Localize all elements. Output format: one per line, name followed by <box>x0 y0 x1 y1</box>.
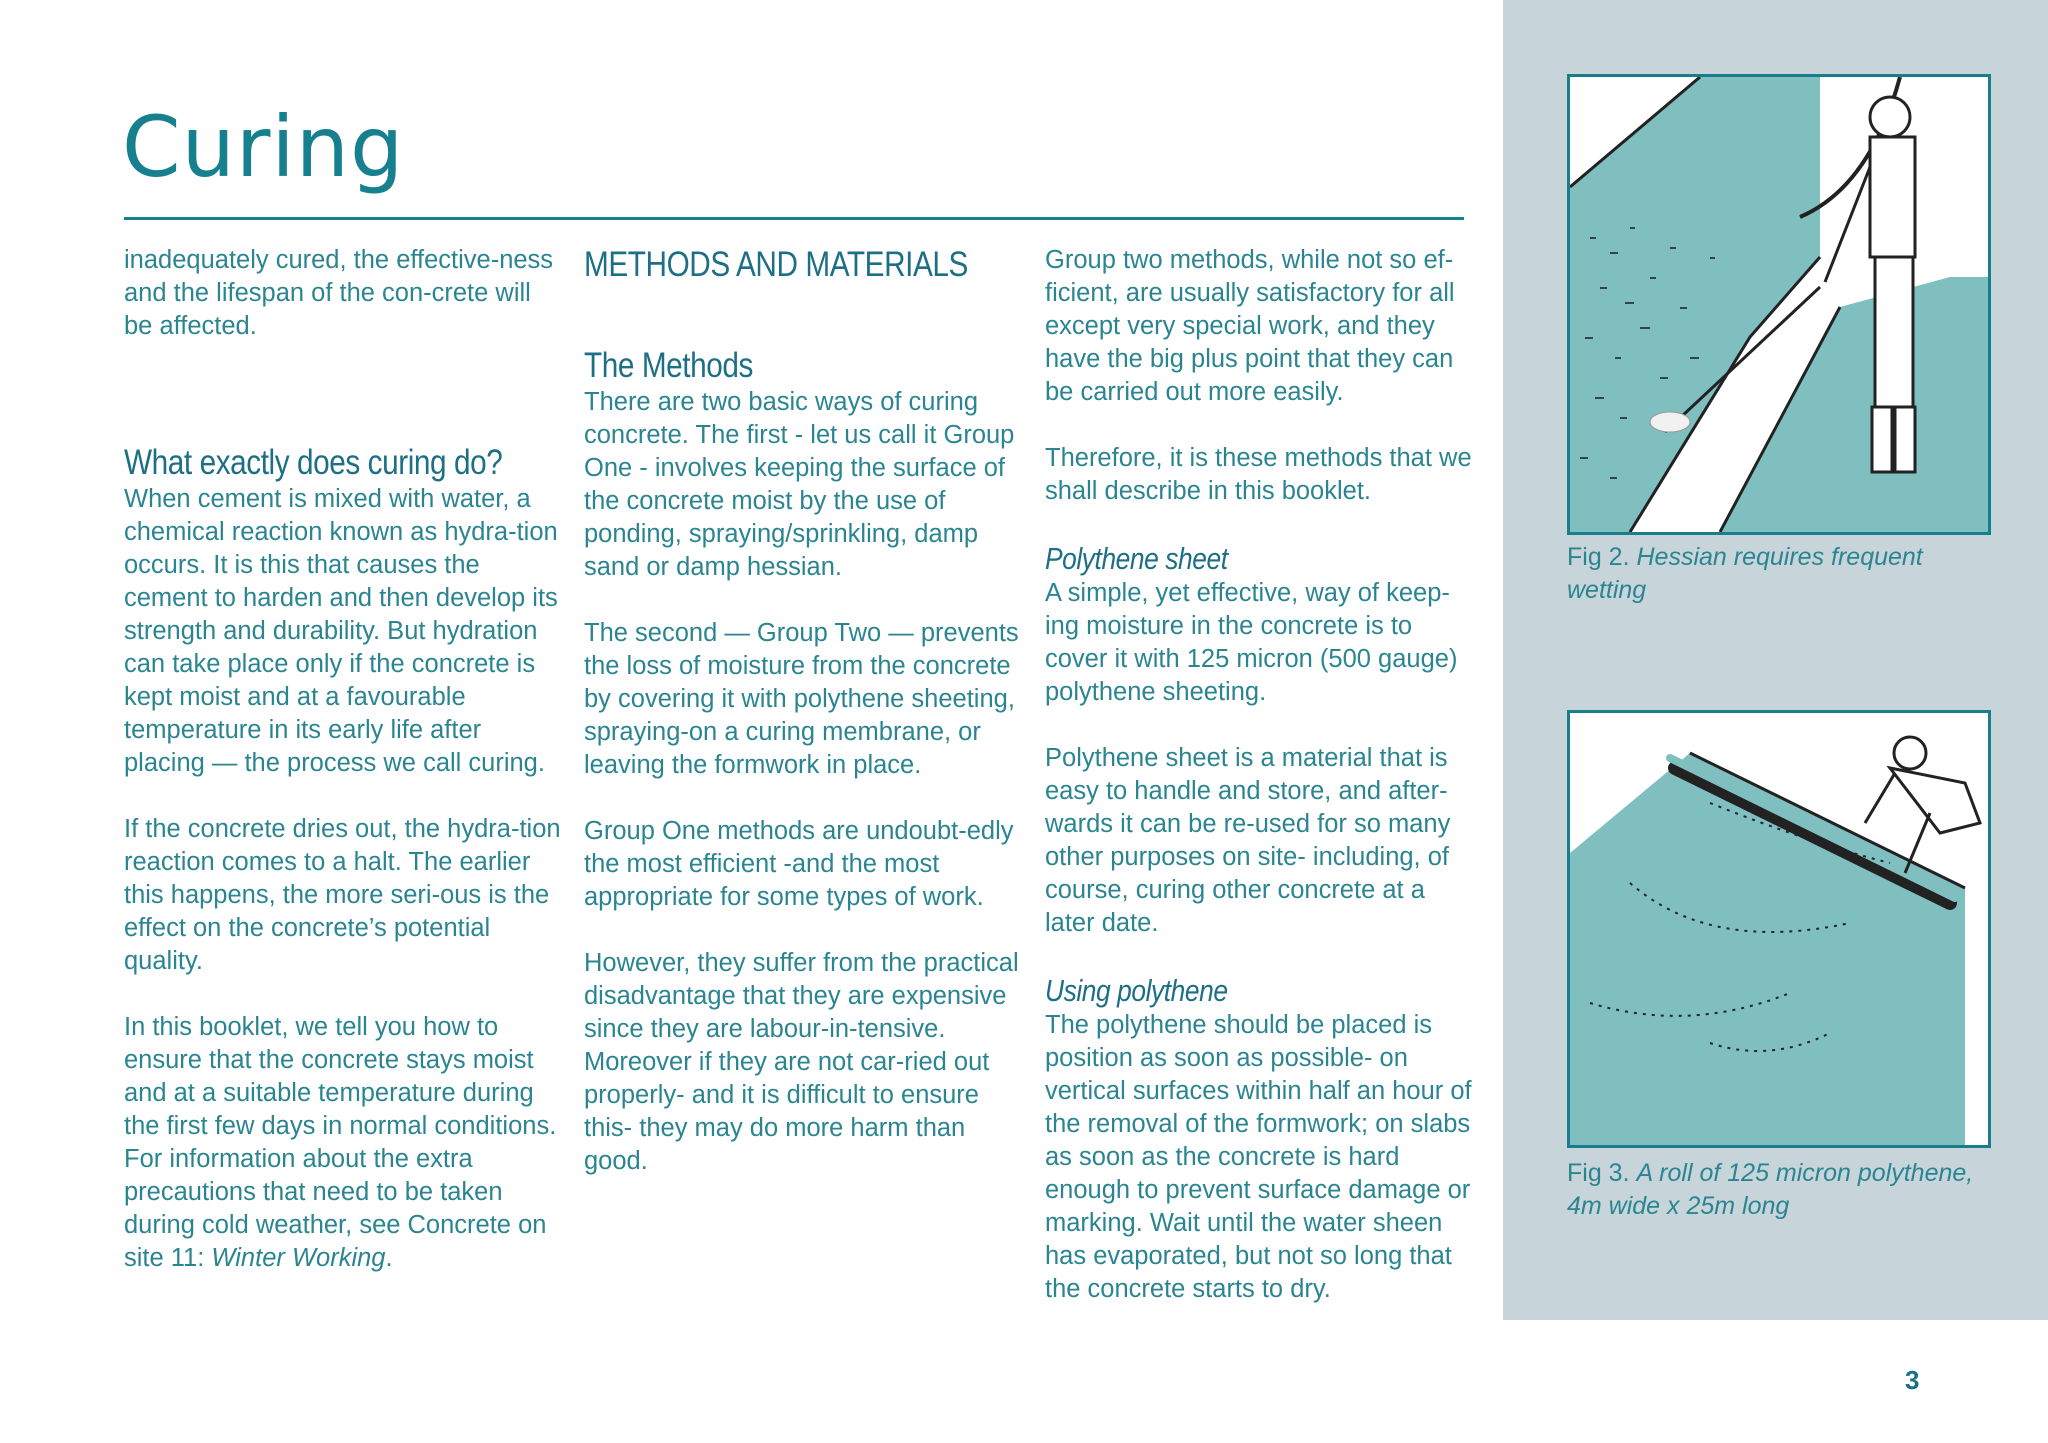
col2-para1: There are two basic ways of curing concrete. The first - let us call it Group One - involves keeping the surface of the concrete moist by the use of ponding, spraying/sprinkling, damp sand or damp hessian. <box>584 388 1015 581</box>
col2-para3: Group One methods are undoubt-edly the most efficient -and the most appropriate for some types of work. <box>584 817 1014 911</box>
figure-2-caption-text: Hessian requires frequent wetting <box>1567 543 1923 604</box>
page-number: 3 <box>1905 1365 1920 1395</box>
column-1 <box>124 244 564 1308</box>
worker-unrolling-polythene-illustration <box>1570 713 1988 1145</box>
col2-heading: The Methods <box>584 346 753 385</box>
col1-para3 <box>124 1011 564 1275</box>
figure-2 <box>1567 74 1991 535</box>
figure-3-label: Fig 3. <box>1567 1159 1637 1187</box>
col1-para3-end: . <box>385 1244 393 1272</box>
col3-para5: The polythene should be placed is position as soon as possible- on vertical surfaces within half an hour of the removal of the formwork; on slabs as soon as the concrete is hard enough to prevent surface damage or marking. Wait until the water sheen has evaporated, but not so long that the concrete starts to dry. <box>1045 1011 1472 1303</box>
col3-para2: Therefore, it is these methods that we shall describe in this booklet. <box>1045 444 1472 505</box>
col1-para2: If the concrete dries out, the hydra-tion reaction comes to a halt. The earlier this happens, the more seri-ous is the effect on the concrete’s potential quality. <box>124 815 561 975</box>
col2-para2: The second — Group Two — prevents the loss of moisture from the concrete by covering it with polythene sheeting, spraying-on a curing membrane, or leaving the formwork in place. <box>584 619 1019 779</box>
worker-spraying-hessian-illustration <box>1570 77 1988 532</box>
col1-para1: When cement is mixed with water, a chemical reaction known as hydra-tion occurs. It is this that causes the cement to harden and then develop its strength and durability. But hydration can take place only if the concrete is kept moist and at a favourable temperature in its early life after placing — the process we call curing. <box>124 485 558 777</box>
col3-heading-using-polythene: Using polythene <box>1045 973 1228 1008</box>
figure-3 <box>1567 710 1991 1148</box>
column-3 <box>1045 244 1475 1306</box>
figure-3-caption <box>1567 1157 2007 1223</box>
col3-para1: Group two methods, while not so ef-ficient, are usually satisfactory for all except very special work, and they have the big plus point that they can be carried out more easily. <box>1045 246 1455 406</box>
col1-para3-text: In this booklet, we tell you how to ensure that the concrete stays moist and at a suitable temperature during the first few days in normal conditions. For information about the extra precautions that need to be taken during cold weather, see Concrete on site 11: <box>124 1013 557 1272</box>
figure-2-label: Fig 2. <box>1567 543 1637 571</box>
col3-heading-polythene-sheet: Polythene sheet <box>1045 541 1228 576</box>
column-2 <box>584 244 1024 1211</box>
page-title: Curing <box>122 98 405 196</box>
col3-para3: A simple, yet effective, way of keep-ing moisture in the concrete is to cover it with 125 micron (500 gauge) polythene sheeting. <box>1045 579 1458 706</box>
figure-3-caption-text: A roll of 125 micron polythene, 4m wide x 25m long <box>1567 1159 1974 1220</box>
figure-2-caption <box>1567 541 2007 607</box>
title-rule <box>124 217 1464 220</box>
section-heading: METHODS AND MATERIALS <box>584 245 968 284</box>
col1-intro: inadequately cured, the effective-ness and the lifespan of the con-crete will be affected. <box>124 246 554 340</box>
col1-heading: What exactly does curing do? <box>124 443 503 482</box>
col3-para4: Polythene sheet is a material that is easy to handle and store, and after-wards it can be re-used for so many other purposes on site- including, of course, curing other concrete at a later date. <box>1045 744 1451 937</box>
col1-para3-reference: Winter Working <box>211 1244 386 1272</box>
col2-para4: However, they suffer from the practical disadvantage that they are expensive since they are labour-in-tensive. Moreover if they are not car-ried out properly- and it is difficult to ensure this- they may do more harm than good. <box>584 949 1019 1175</box>
